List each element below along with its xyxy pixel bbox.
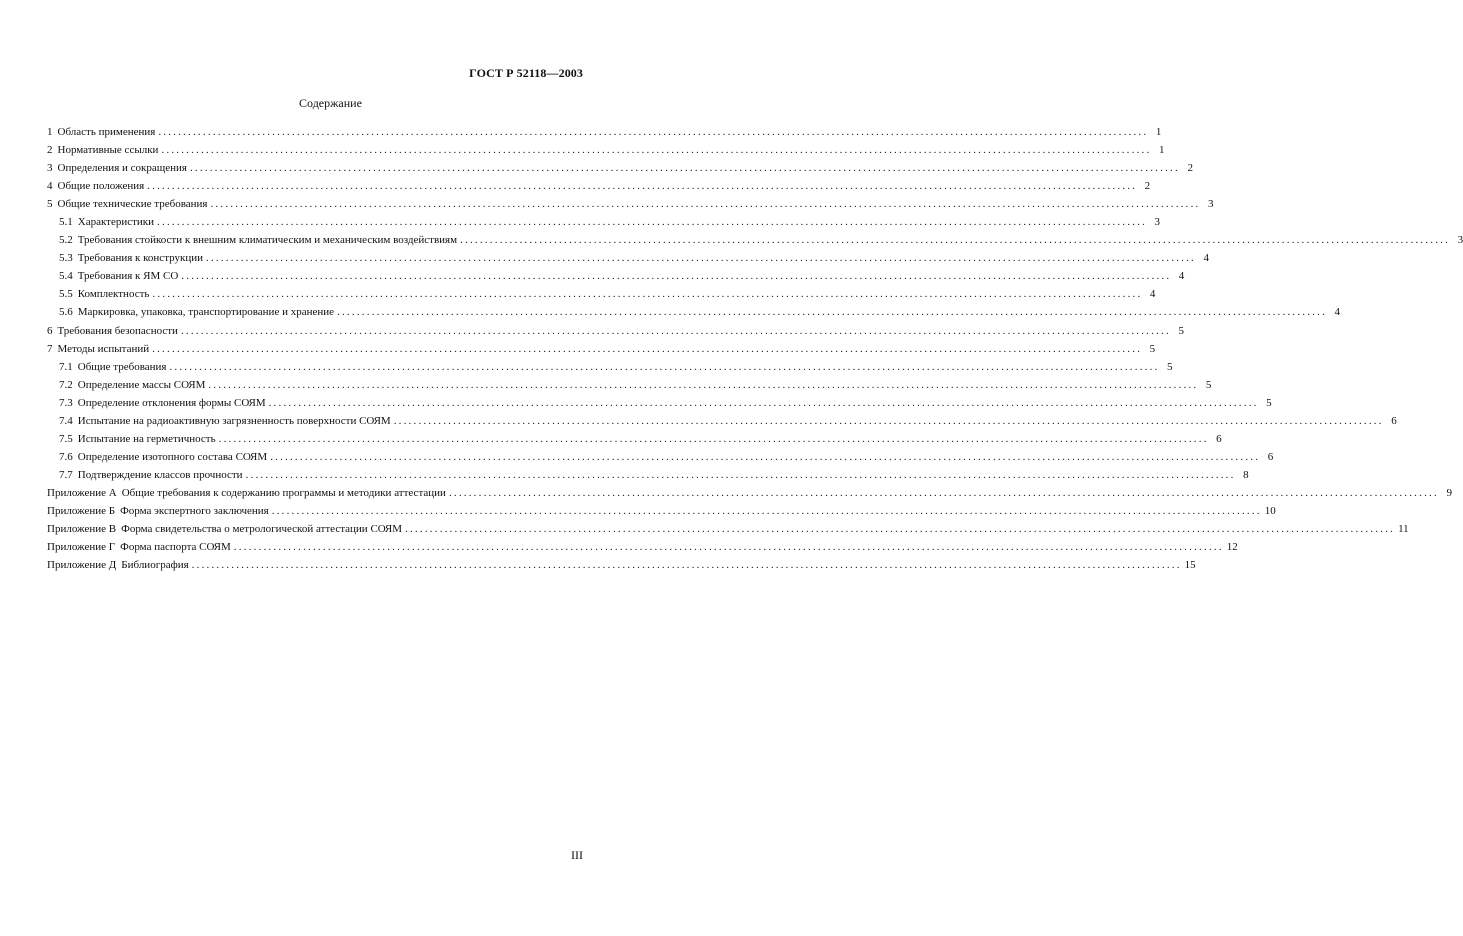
toc-entry-title: Испытание на радиоактивную загрязненность поверхности СОЯМ [77, 414, 391, 427]
toc-entry[interactable] [47, 195, 1214, 213]
toc-dot-leader: ........................................................................................................................................................................................................ [448, 486, 1439, 499]
toc-entry-number: Приложение Г [47, 541, 116, 554]
toc-entry-number: 5.1 [59, 216, 73, 229]
toc-entry-page: 1 [1158, 144, 1165, 157]
toc-entry-page: 6 [1391, 414, 1397, 427]
toc-entry-title: Общие требования к содержанию программы и методики аттестации [121, 486, 446, 499]
toc-entry[interactable] [47, 177, 1151, 195]
toc-entry-page: 6 [1267, 450, 1274, 463]
page-number: III [571, 848, 583, 862]
table-of-contents [47, 123, 1463, 574]
toc-entry-page: 5 [1266, 396, 1272, 409]
toc-entry[interactable] [47, 376, 1212, 394]
toc-entry-number: Приложение В [47, 523, 117, 536]
toc-entry-title: Комплектность [77, 288, 150, 301]
toc-entry[interactable] [47, 123, 1162, 141]
toc-entry-page: 9 [1446, 486, 1452, 499]
toc-entry-page: 12 [1226, 541, 1238, 554]
toc-entry-title: Требования безопасности [57, 324, 178, 337]
toc-entry-number: 7 [47, 342, 53, 355]
toc-entry[interactable] [47, 231, 1463, 249]
toc-entry[interactable] [47, 484, 1452, 502]
toc-dot-leader: ........................................................................................................................................................................................................ [147, 180, 1138, 193]
toc-entry-number: 3 [47, 162, 53, 175]
toc-entry-title: Испытание на герметичность [77, 432, 216, 445]
toc-entry-number: Приложение А [47, 486, 117, 499]
toc-entry[interactable] [47, 213, 1161, 231]
toc-entry[interactable] [47, 322, 1184, 340]
toc-entry-page: 10 [1264, 504, 1276, 517]
toc-dot-leader: ........................................................................................................................................................................................................ [233, 541, 1224, 554]
toc-entry-page: 8 [1243, 468, 1249, 481]
toc-entry-number: Приложение Б [47, 504, 116, 517]
toc-entry[interactable] [47, 141, 1165, 159]
toc-entry-page: 6 [1216, 432, 1222, 445]
toc-entry-title: Определения и сокращения [57, 162, 187, 175]
toc-entry[interactable] [47, 556, 1196, 574]
toc-entry[interactable] [47, 466, 1249, 484]
toc-dot-leader: ........................................................................................................................................................................................................ [393, 414, 1384, 427]
toc-entry-number: 7.1 [59, 360, 73, 373]
toc-entry-title: Определение изотопного состава СОЯМ [77, 450, 268, 463]
toc-entry-title: Характеристики [77, 216, 155, 229]
toc-entry-title: Методы испытаний [57, 342, 150, 355]
toc-entry-number: 7.3 [59, 396, 73, 409]
toc-dot-leader: ........................................................................................................................................................................................................ [245, 468, 1236, 481]
toc-entry-title: Маркировка, упаковка, транспортирование и хранение [77, 306, 335, 319]
toc-entry-number: 5.6 [59, 306, 73, 319]
toc-dot-leader: ........................................................................................................................................................................................................ [208, 378, 1199, 391]
toc-dot-leader: ........................................................................................................................................................................................................ [169, 360, 1160, 373]
toc-entry-number: 7.2 [59, 378, 73, 391]
toc-entry-number: 1 [47, 126, 53, 138]
toc-entry-page: 15 [1184, 559, 1196, 572]
toc-dot-leader: ........................................................................................................................................................................................................ [460, 234, 1451, 247]
toc-entry-title: Общие технические требования [57, 198, 208, 211]
toc-dot-leader: ........................................................................................................................................................................................................ [270, 450, 1261, 463]
toc-entry-number: 5.5 [59, 288, 73, 301]
toc-title: Содержание [299, 96, 362, 110]
toc-entry[interactable] [47, 303, 1341, 321]
toc-dot-leader: ........................................................................................................................................................................................................ [152, 288, 1143, 301]
toc-entry[interactable] [47, 249, 1209, 267]
toc-entry-title: Библиография [121, 559, 189, 572]
toc-dot-leader: ........................................................................................................................................................................................................ [210, 198, 1201, 211]
toc-entry-page: 1 [1155, 126, 1162, 138]
toc-entry-number: 7.6 [59, 450, 73, 463]
toc-dot-leader: ........................................................................................................................................................................................................ [189, 162, 1180, 175]
toc-entry-page: 3 [1154, 216, 1161, 229]
toc-entry-title: Требования к ЯМ СО [77, 270, 179, 283]
toc-entry-page: 3 [1207, 198, 1214, 211]
toc-dot-leader: ........................................................................................................................................................................................................ [206, 252, 1196, 265]
toc-entry-title: Нормативные ссылки [57, 144, 159, 157]
toc-entry-title: Форма свидетельства о метрологической аттестации СОЯМ [121, 523, 403, 536]
toc-entry-number: 5 [47, 198, 53, 211]
toc-entry-page: 2 [1144, 180, 1151, 193]
toc-entry-page: 5 [1205, 378, 1212, 391]
toc-entry-title: Требования к конструкции [77, 252, 203, 265]
toc-entry[interactable] [47, 358, 1173, 376]
toc-dot-leader: ........................................................................................................................................................................................................ [157, 216, 1148, 229]
toc-entry[interactable] [47, 430, 1222, 448]
toc-entry-page: 11 [1398, 523, 1409, 536]
toc-entry[interactable] [47, 520, 1409, 538]
toc-entry-page: 4 [1178, 270, 1185, 283]
toc-dot-leader: ........................................................................................................................................................................................................ [181, 270, 1172, 283]
toc-entry-page: 3 [1457, 234, 1463, 247]
toc-entry-page: 5 [1149, 342, 1156, 355]
document-code: ГОСТ Р 52118—2003 [469, 66, 583, 80]
toc-entry-page: 4 [1203, 252, 1209, 265]
toc-entry[interactable] [47, 267, 1185, 285]
toc-dot-leader: ........................................................................................................................................................................................................ [191, 559, 1182, 572]
toc-entry[interactable] [47, 285, 1156, 303]
toc-entry[interactable] [47, 412, 1397, 430]
toc-entry-page: 5 [1166, 360, 1173, 373]
toc-dot-leader: ........................................................................................................................................................................................................ [180, 324, 1171, 337]
toc-entry-title: Форма паспорта СОЯМ [120, 541, 231, 554]
toc-entry-number: 7.7 [59, 468, 73, 481]
toc-entry[interactable] [47, 502, 1276, 520]
toc-dot-leader: ........................................................................................................................................................................................................ [268, 396, 1259, 409]
toc-dot-leader: ........................................................................................................................................................................................................ [161, 144, 1152, 157]
toc-entry-title: Определение массы СОЯМ [77, 378, 206, 391]
toc-entry-page: 4 [1149, 288, 1156, 301]
toc-dot-leader: ........................................................................................................................................................................................................ [271, 504, 1262, 517]
toc-entry[interactable] [47, 538, 1238, 556]
toc-entry-page: 4 [1334, 306, 1341, 319]
toc-entry-number: 4 [47, 180, 53, 193]
toc-entry-number: 7.5 [59, 432, 73, 445]
toc-entry-title: Область применения [57, 126, 156, 138]
toc-entry[interactable] [47, 448, 1274, 466]
toc-entry-number: 5.2 [59, 234, 73, 247]
toc-entry-number: 7.4 [59, 414, 73, 427]
toc-entry-title: Требования стойкости к внешним климатическим и механическим воздействиям [77, 234, 458, 247]
toc-dot-leader: ........................................................................................................................................................................................................ [405, 523, 1396, 536]
toc-dot-leader: ........................................................................................................................................................................................................ [158, 126, 1149, 138]
toc-entry-page: 5 [1178, 324, 1184, 337]
toc-entry-number: 5.4 [59, 270, 73, 283]
toc-dot-leader: ........................................................................................................................................................................................................ [337, 306, 1328, 319]
toc-entry[interactable] [47, 340, 1156, 358]
toc-entry[interactable] [47, 394, 1272, 412]
toc-dot-leader: ........................................................................................................................................................................................................ [152, 342, 1143, 355]
toc-entry-page: 2 [1187, 162, 1193, 175]
toc-entry-number: Приложение Д [47, 559, 117, 572]
toc-entry-number: 2 [47, 144, 53, 157]
toc-entry-title: Определение отклонения формы СОЯМ [77, 396, 266, 409]
toc-dot-leader: ........................................................................................................................................................................................................ [218, 432, 1209, 445]
toc-entry-title: Подтверждение классов прочности [77, 468, 243, 481]
toc-entry[interactable] [47, 159, 1193, 177]
toc-entry-title: Общие требования [77, 360, 167, 373]
toc-entry-number: 5.3 [59, 252, 73, 265]
toc-entry-number: 6 [47, 324, 53, 337]
toc-entry-title: Форма экспертного заключения [120, 504, 269, 517]
toc-entry-title: Общие положения [57, 180, 145, 193]
